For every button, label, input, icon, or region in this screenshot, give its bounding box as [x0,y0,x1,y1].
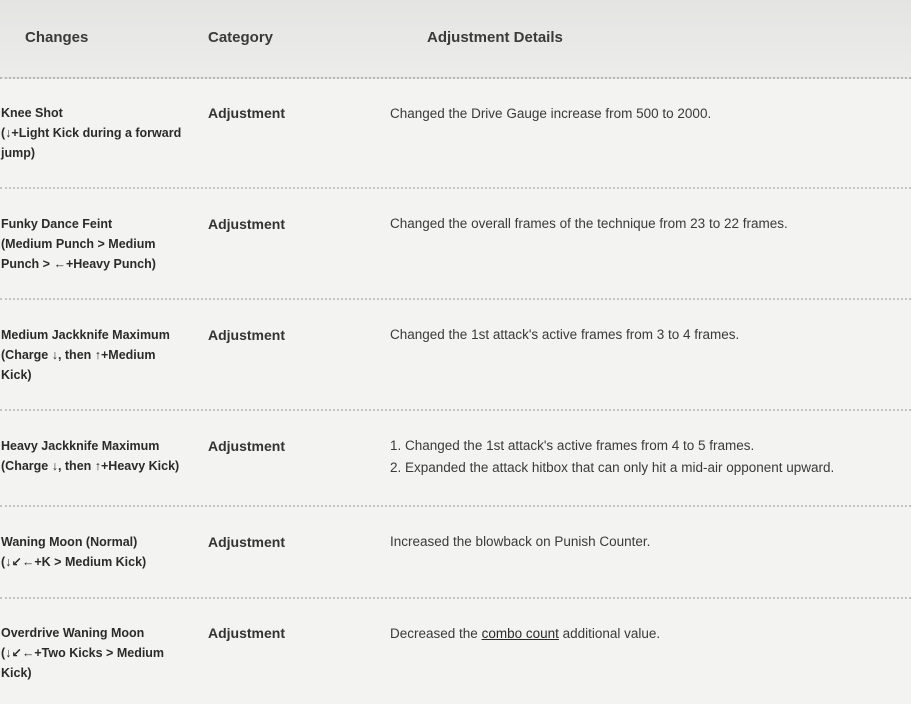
details-cell [390,531,905,553]
table-header [0,0,911,79]
details-cell [390,103,905,125]
move-input: Kick) [1,666,32,680]
detail-line: Increased the blowback on Punish Counter. [390,534,651,549]
details-cell [390,435,905,479]
category-cell: Adjustment [208,327,285,343]
detail-line: Changed the 1st attack's active frames from 3 to 4 frames. [390,327,740,342]
header-adjustment-details: Adjustment Details [427,29,563,46]
move-input: (↓+Light Kick during a forward [1,126,182,140]
table-row [0,507,911,599]
move-cell [1,214,191,274]
move-cell [1,325,191,385]
move-cell [1,623,191,683]
category-cell: Adjustment [208,438,285,454]
move-name: Overdrive Waning Moon [1,626,145,640]
move-input: (↓↙←+Two Kicks > Medium [1,646,165,660]
move-input: (Medium Punch > Medium [1,237,156,251]
move-input: (Charge ↓, then ↑+Heavy Kick) [1,459,180,473]
move-input: Punch > ←+Heavy Punch) [1,257,156,271]
detail-line: Changed the Drive Gauge increase from 500 to 2000. [390,106,712,121]
detail-line [390,623,905,645]
details-cell [390,213,905,235]
details-cell [390,324,905,346]
move-name: Funky Dance Feint [1,217,113,231]
detail-text-before: Decreased the [390,626,482,641]
move-input: jump) [1,146,36,160]
move-name: Knee Shot [1,106,63,120]
move-name: Medium Jackknife Maximum [1,328,170,342]
category-cell: Adjustment [208,625,285,641]
move-input: (↓↙←+K > Medium Kick) [1,555,147,569]
details-cell [390,623,905,645]
table-row [0,189,911,300]
move-input: Kick) [1,368,32,382]
table-row [0,79,911,189]
detail-line: 1. Changed the 1st attack's active frames from 4 to 5 frames. [390,438,755,453]
combo-count-link[interactable]: combo count [481,626,559,641]
category-cell: Adjustment [208,216,285,232]
category-cell: Adjustment [208,534,285,550]
move-cell [1,436,201,476]
detail-line: 2. Expanded the attack hitbox that can only hit a mid-air opponent upward. [390,460,835,475]
move-name: Heavy Jackknife Maximum [1,439,160,453]
move-input: (Charge ↓, then ↑+Medium [1,348,156,362]
move-cell [1,103,191,163]
table-row [0,300,911,411]
move-cell [1,532,191,572]
category-cell: Adjustment [208,105,285,121]
table-row [0,599,911,704]
header-category: Category [208,29,274,46]
header-changes: Changes [25,29,89,46]
detail-line: Changed the overall frames of the technique from 23 to 22 frames. [390,216,788,231]
table-row [0,411,911,507]
detail-text-after: additional value. [558,626,661,641]
move-name: Waning Moon (Normal) [1,535,138,549]
